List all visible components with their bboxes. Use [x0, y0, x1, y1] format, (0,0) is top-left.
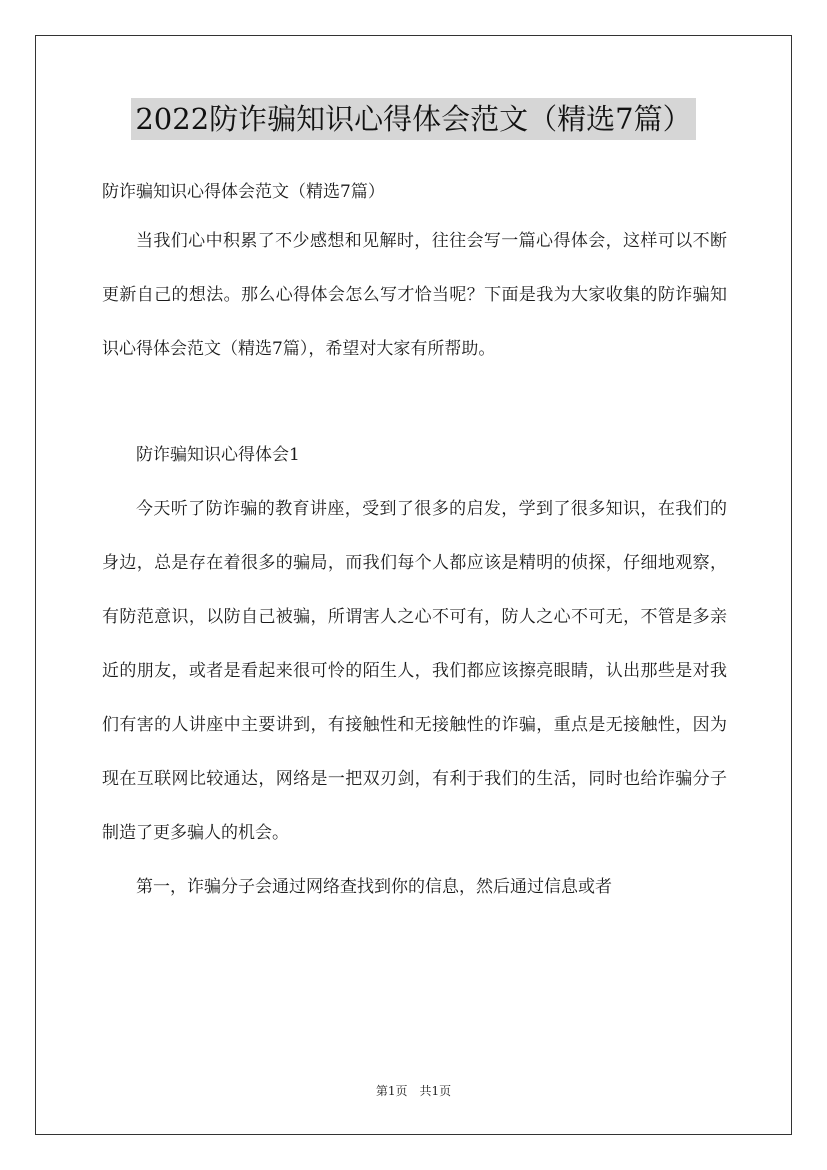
page-footer — [0, 1082, 827, 1100]
section-spacer — [102, 376, 727, 428]
section-heading: 防诈骗知识心得体会1 — [136, 445, 300, 465]
page-total: 共1页 — [419, 1084, 452, 1098]
title-container — [0, 98, 827, 140]
section-paragraph-2: 第一，诈骗分子会通过网络查找到你的信息，然后通过信息或者 — [136, 877, 612, 897]
page-number: 第1页 — [375, 1084, 408, 1098]
document-body — [102, 170, 727, 914]
section-paragraph-1: 今天听了防诈骗的教育讲座，受到了很多的启发，学到了很多知识，在我们的身边，总是存在着很多的骗局，而我们每个人都应该是精明的侦探，仔细地观察，有防范意识，以防自己被骗，所谓害人之心不可有，防人之心不可无，不管是多亲近的朋友，或者是看起来很可怜的陌生人，我们都应该擦亮眼睛，认出那些是对我们有害的人讲座中主要讲到，有接触性和无接触性的诈骗，重点是无接触性，因为现在互联网比较通达，网络是一把双刃剑，有利于我们的生活，同时也给诈骗分子制造了更多骗人的机会。 — [102, 499, 727, 843]
document-title: 2022防诈骗知识心得体会范文（精选7篇） — [131, 98, 695, 140]
intro-paragraph: 当我们心中积累了不少感想和见解时，往往会写一篇心得体会，这样可以不断更新自己的想法。那么心得体会怎么写才恰当呢？下面是我为大家收集的防诈骗知识心得体会范文（精选7篇），希望对大家有所帮助。 — [102, 231, 727, 359]
document-subtitle: 防诈骗知识心得体会范文（精选7篇） — [102, 182, 385, 202]
